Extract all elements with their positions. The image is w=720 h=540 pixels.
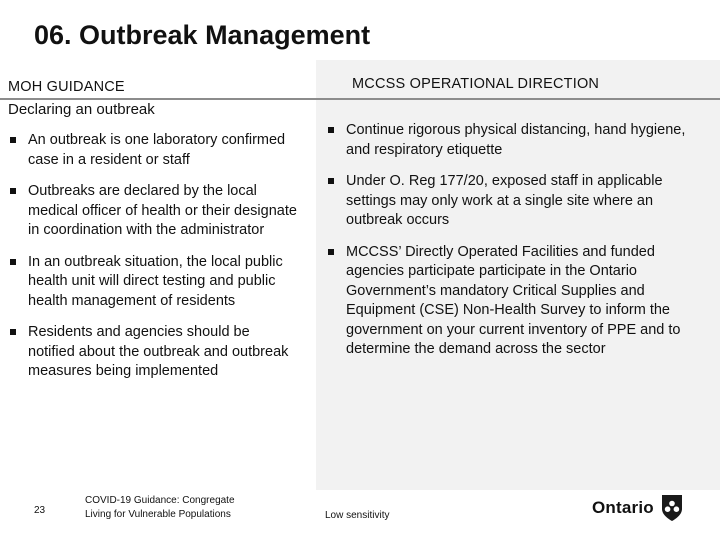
ontario-logo (592, 494, 684, 522)
list-item (326, 243, 698, 360)
list-item (326, 121, 698, 160)
mccss-direction-heading: MCCSS OPERATIONAL DIRECTION (352, 76, 600, 92)
sensitivity-label: Low sensitivity (325, 510, 390, 521)
list-item-text: Continue rigorous physical distancing, hand hygiene, and respiratory etiquette (346, 122, 686, 158)
list-item (326, 172, 698, 231)
moh-guidance-heading: MOH GUIDANCE (8, 79, 125, 95)
declaring-outbreak-subheading: Declaring an outbreak (8, 101, 155, 118)
list-item-text: An outbreak is one laboratory confirmed case in a resident or staff (28, 132, 286, 168)
page-number: 23 (34, 505, 46, 516)
bullet-icon (10, 259, 16, 265)
list-item-text: In an outbreak situation, the local public health unit will direct testing and public health management of residents (28, 253, 283, 309)
bullet-icon (10, 188, 16, 194)
page-title: 06. Outbreak Management (34, 20, 371, 50)
list-item-text: Residents and agencies should be notified about the outbreak and outbreak measures being implemented (28, 324, 289, 379)
moh-guidance-list (8, 131, 298, 394)
bullet-icon (328, 178, 334, 184)
footer-document-title (85, 494, 235, 522)
list-item-text: Outbreaks are declared by the local medical officer of health or their designate in coordination with the administrator (28, 183, 297, 238)
bullet-icon (10, 329, 16, 335)
bullet-icon (328, 249, 334, 255)
list-item-text: MCCSS’ Directly Operated Facilities and funded agencies participate participate in the Ontario Government’s mandatory Critical Supplies and Equipment (CSE) Non-Health Survey to inform the government on your current inventory of PPE and to determine the demand across the sector (346, 243, 681, 357)
mccss-direction-list (326, 121, 698, 372)
header-divider (0, 98, 720, 100)
bullet-icon (10, 137, 16, 143)
ontario-trillium-icon (660, 494, 684, 522)
footer-line-2: Living for Vulnerable Populations (85, 509, 231, 520)
list-item (8, 182, 298, 241)
ontario-wordmark: Ontario (592, 498, 654, 517)
bullet-icon (328, 127, 334, 133)
list-item (8, 131, 298, 170)
list-item (8, 253, 298, 312)
list-item (8, 323, 298, 382)
list-item-text: Under O. Reg 177/20, exposed staff in applicable settings may only work at a single site where an outbreak occurs (346, 173, 663, 228)
footer-line-1: COVID-19 Guidance: Congregate (85, 495, 235, 506)
